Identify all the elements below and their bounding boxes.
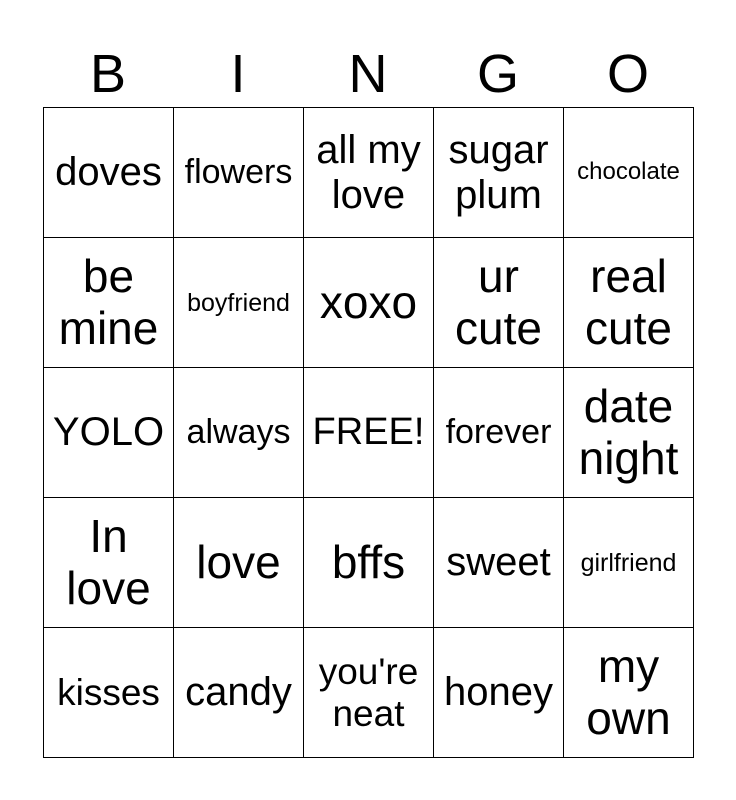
bingo-cell[interactable] — [174, 628, 304, 758]
header-letter-i: I — [230, 44, 246, 104]
bingo-cell[interactable] — [564, 628, 694, 758]
bingo-cell-text: you're neat — [318, 651, 419, 734]
bingo-cell-text: all my love — [316, 127, 421, 217]
bingo-cell-text: xoxo — [319, 275, 418, 328]
bingo-cell[interactable] — [174, 108, 304, 238]
bingo-cell[interactable] — [304, 628, 434, 758]
bingo-cell[interactable] — [564, 108, 694, 238]
bingo-cell[interactable] — [304, 238, 434, 368]
bingo-cell-text: kisses — [57, 671, 160, 713]
bingo-cell-text: sweet — [446, 540, 551, 585]
bingo-cell[interactable] — [434, 498, 564, 628]
bingo-cell[interactable] — [44, 368, 174, 498]
bingo-cell-text: love — [196, 535, 281, 588]
bingo-cell[interactable] — [564, 498, 694, 628]
bingo-cell-text: date night — [578, 379, 679, 484]
bingo-cell[interactable] — [44, 628, 174, 758]
bingo-cell[interactable] — [434, 238, 564, 368]
bingo-cell-text: honey — [444, 670, 553, 715]
bingo-cell[interactable] — [174, 238, 304, 368]
bingo-cell[interactable] — [434, 108, 564, 238]
bingo-cell[interactable] — [304, 108, 434, 238]
header-letter-g: G — [476, 44, 519, 104]
bingo-header — [43, 40, 693, 108]
bingo-cell-text: FREE! — [312, 411, 425, 454]
bingo-cell-text: real cute — [585, 249, 672, 354]
header-letter-b: B — [89, 44, 127, 104]
bingo-cell-text: doves — [55, 150, 162, 195]
bingo-cell-text: sugar plum — [448, 127, 549, 217]
bingo-cell-text: ur cute — [455, 249, 542, 354]
bingo-cell-text: be mine — [58, 249, 159, 354]
bingo-cell-text: my own — [586, 639, 671, 744]
bingo-cell-text: YOLO — [52, 410, 165, 455]
bingo-cell-text: always — [186, 413, 291, 452]
bingo-card-grid — [43, 107, 694, 758]
bingo-cell-text: flowers — [184, 153, 293, 192]
bingo-cell-text: girlfriend — [580, 548, 677, 577]
bingo-cell-text: bffs — [331, 535, 406, 588]
header-letter-n: N — [348, 44, 388, 104]
bingo-cell-text: In love — [66, 509, 151, 614]
bingo-cell[interactable] — [434, 628, 564, 758]
bingo-cell[interactable] — [44, 108, 174, 238]
bingo-cell[interactable] — [434, 368, 564, 498]
bingo-cell[interactable] — [304, 498, 434, 628]
bingo-cell[interactable] — [44, 498, 174, 628]
bingo-cell[interactable] — [174, 368, 304, 498]
bingo-cell[interactable] — [564, 238, 694, 368]
bingo-cell[interactable] — [44, 238, 174, 368]
bingo-cell-text: chocolate — [577, 158, 680, 186]
bingo-cell[interactable] — [174, 498, 304, 628]
bingo-cell-text: candy — [185, 670, 292, 715]
bingo-cell-text: boyfriend — [187, 288, 290, 317]
bingo-cell[interactable] — [564, 368, 694, 498]
header-letter-o: O — [606, 44, 649, 104]
bingo-cell[interactable] — [304, 368, 434, 498]
bingo-cell-text: forever — [445, 413, 552, 452]
